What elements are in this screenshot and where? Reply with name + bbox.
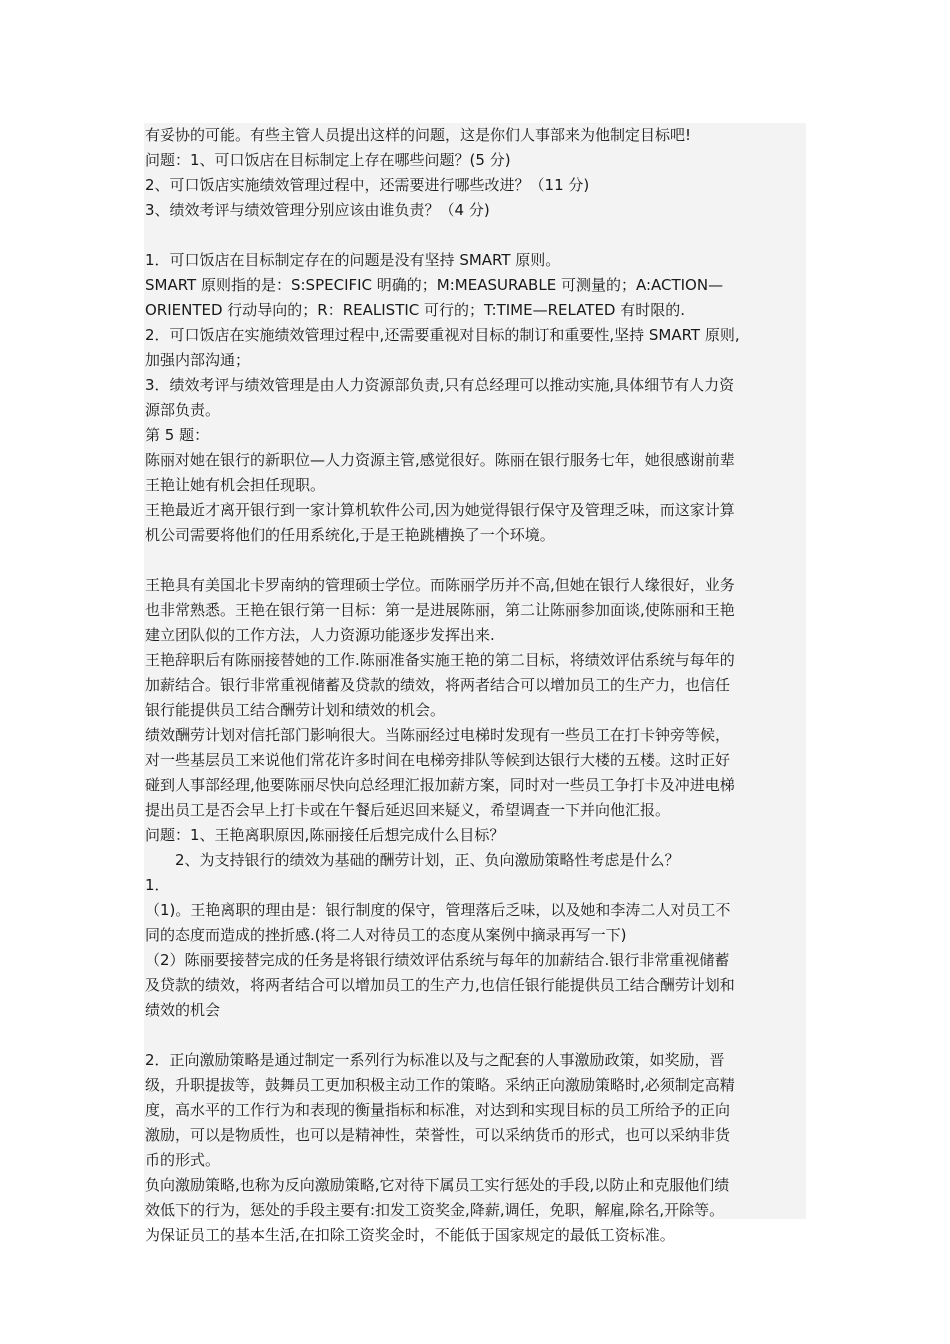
text-line: 负向激励策略,也称为反向激励策略,它对待下属员工实行惩处的手段,以防止和克服他们绩 bbox=[145, 1176, 730, 1194]
question-line: 问题：1、王艳离职原因,陈丽接任后想完成什么目标？ bbox=[145, 826, 505, 844]
text-line: 对一些基层员工来说他们常花许多时间在电梯旁排队等候到达银行大楼的五楼。这时正好 bbox=[145, 751, 731, 769]
text-line: 陈丽对她在银行的新职位—人力资源主管,感觉很好。陈丽在银行服务七年，她很感谢前辈 bbox=[145, 451, 735, 469]
text-line: 2．正向激励策略是通过制定一系列行为标准以及与之配套的人事激励政策，如奖励，晋 bbox=[145, 1051, 725, 1069]
text-line: 1．可口饭店在目标制定存在的问题是没有坚持 SMART 原则。 bbox=[145, 251, 561, 269]
text-line: 王艳让她有机会担任现职。 bbox=[145, 476, 326, 494]
text-line: 级，升职提拔等，鼓舞员工更加积极主动工作的策略。采纳正向激励策略时,必须制定高精 bbox=[145, 1076, 735, 1094]
text-line: 有妥协的可能。有些主管人员提出这样的问题，这是你们人事部来为他制定目标吧! bbox=[145, 126, 692, 144]
text-line: SMART 原则指的是：S:SPECIFIC 明确的；M:MEASURABLE 可测量的；A:ACTION— bbox=[145, 276, 724, 294]
text-line: 源部负责。 bbox=[145, 401, 221, 419]
text-line: 为保证员工的基本生活,在扣除工资奖金时，不能低于国家规定的最低工资标准。 bbox=[145, 1226, 675, 1244]
text-line: 建立团队似的工作方法，人力资源功能逐步发挥出来. bbox=[145, 626, 495, 644]
text-line: 度，高水平的工作行为和表现的衡量指标和标准，对达到和实现目标的员工所给予的正向 bbox=[145, 1101, 731, 1119]
text-line: 激励，可以是物质性，也可以是精神性，荣誉性，可以采纳货币的形式，也可以采纳非货 bbox=[145, 1126, 731, 1144]
text-line: 绩效酬劳计划对信托部门影响很大。当陈丽经过电梯时发现有一些员工在打卡钟旁等候， bbox=[145, 726, 731, 744]
text-line: 碰到人事部经理,他要陈丽尽快向总经理汇报加薪方案，同时对一些员工争打卡及冲进电梯 bbox=[145, 776, 735, 794]
section-heading: 第 5 题： bbox=[145, 426, 210, 444]
text-line: 绩效的机会 bbox=[145, 1001, 221, 1019]
document-text-block bbox=[144, 123, 806, 1244]
text-line: 问题：1、可口饭店在目标制定上存在哪些问题？(5 分) bbox=[145, 151, 511, 169]
text-line: 2、可口饭店实施绩效管理过程中，还需要进行哪些改进？（11 分) bbox=[145, 176, 590, 194]
text-line: 王艳辞职后有陈丽接替她的工作.陈丽准备实施王艳的第二目标，将绩效评估系统与每年的 bbox=[145, 651, 735, 669]
text-line: 2．可口饭店在实施绩效管理过程中,还需要重视对目标的制订和重要性,坚持 SMART 原则, bbox=[145, 326, 740, 344]
text-line: 及贷款的绩效，将两者结合可以增加员工的生产力,也信任银行能提供员工结合酬劳计划和 bbox=[145, 976, 735, 994]
text-line: 效低下的行为，惩处的手段主要有:扣发工资奖金,降薪,调任，免职，解雇,除名,开除等。 bbox=[145, 1201, 725, 1219]
text-line: 币的形式。 bbox=[145, 1151, 221, 1169]
text-line: 加强内部沟通； bbox=[145, 351, 251, 369]
text-line: 机公司需要将他们的任用系统化,于是王艳跳槽换了一个环境。 bbox=[145, 526, 555, 544]
text-line: 王艳具有美国北卡罗南纳的管理硕士学位。而陈丽学历并不高,但她在银行人缘很好，业务 bbox=[145, 576, 735, 594]
text-line: 加薪结合。银行非常重视储蓄及贷款的绩效，将两者结合可以增加员工的生产力，也信任 bbox=[145, 676, 731, 694]
text-line: 也非常熟悉。王艳在银行第一目标：第一是进展陈丽，第二让陈丽参加面谈,使陈丽和王艳 bbox=[145, 601, 735, 619]
text-line: 3．绩效考评与绩效管理是由人力资源部负责,只有总经理可以推动实施,具体细节有人力资 bbox=[145, 376, 735, 394]
text-line: 同的态度而造成的挫折感.(将二人对待员工的态度从案例中摘录再写一下) bbox=[145, 926, 627, 944]
question-line: 2、为支持银行的绩效为基础的酬劳计划，正、负向激励策略性考虑是什么？ bbox=[175, 851, 680, 869]
text-line: 3、绩效考评与绩效管理分别应该由谁负责？（4 分) bbox=[145, 201, 490, 219]
text-line: 1． bbox=[145, 876, 170, 894]
text-line: ORIENTED 行动导向的；R：REALISTIC 可行的；T:TIME—RELATED 有时限的. bbox=[145, 301, 686, 319]
text-line: （1)。王艳离职的理由是：银行制度的保守，管理落后乏味，以及她和李涛二人对员工不 bbox=[145, 901, 731, 919]
text-line: 银行能提供员工结合酬劳计划和绩效的机会。 bbox=[145, 701, 446, 719]
text-line: 王艳最近才离开银行到一家计算机软件公司,因为她觉得银行保守及管理乏味，而这家计算 bbox=[145, 501, 735, 519]
text-line: 提出员工是否会早上打卡或在午餐后延迟回来疑义，希望调查一下并向他汇报。 bbox=[145, 801, 671, 819]
text-line: （2）陈丽要接替完成的任务是将银行绩效评估系统与每年的加薪结合.银行非常重视储蓄 bbox=[145, 951, 730, 969]
